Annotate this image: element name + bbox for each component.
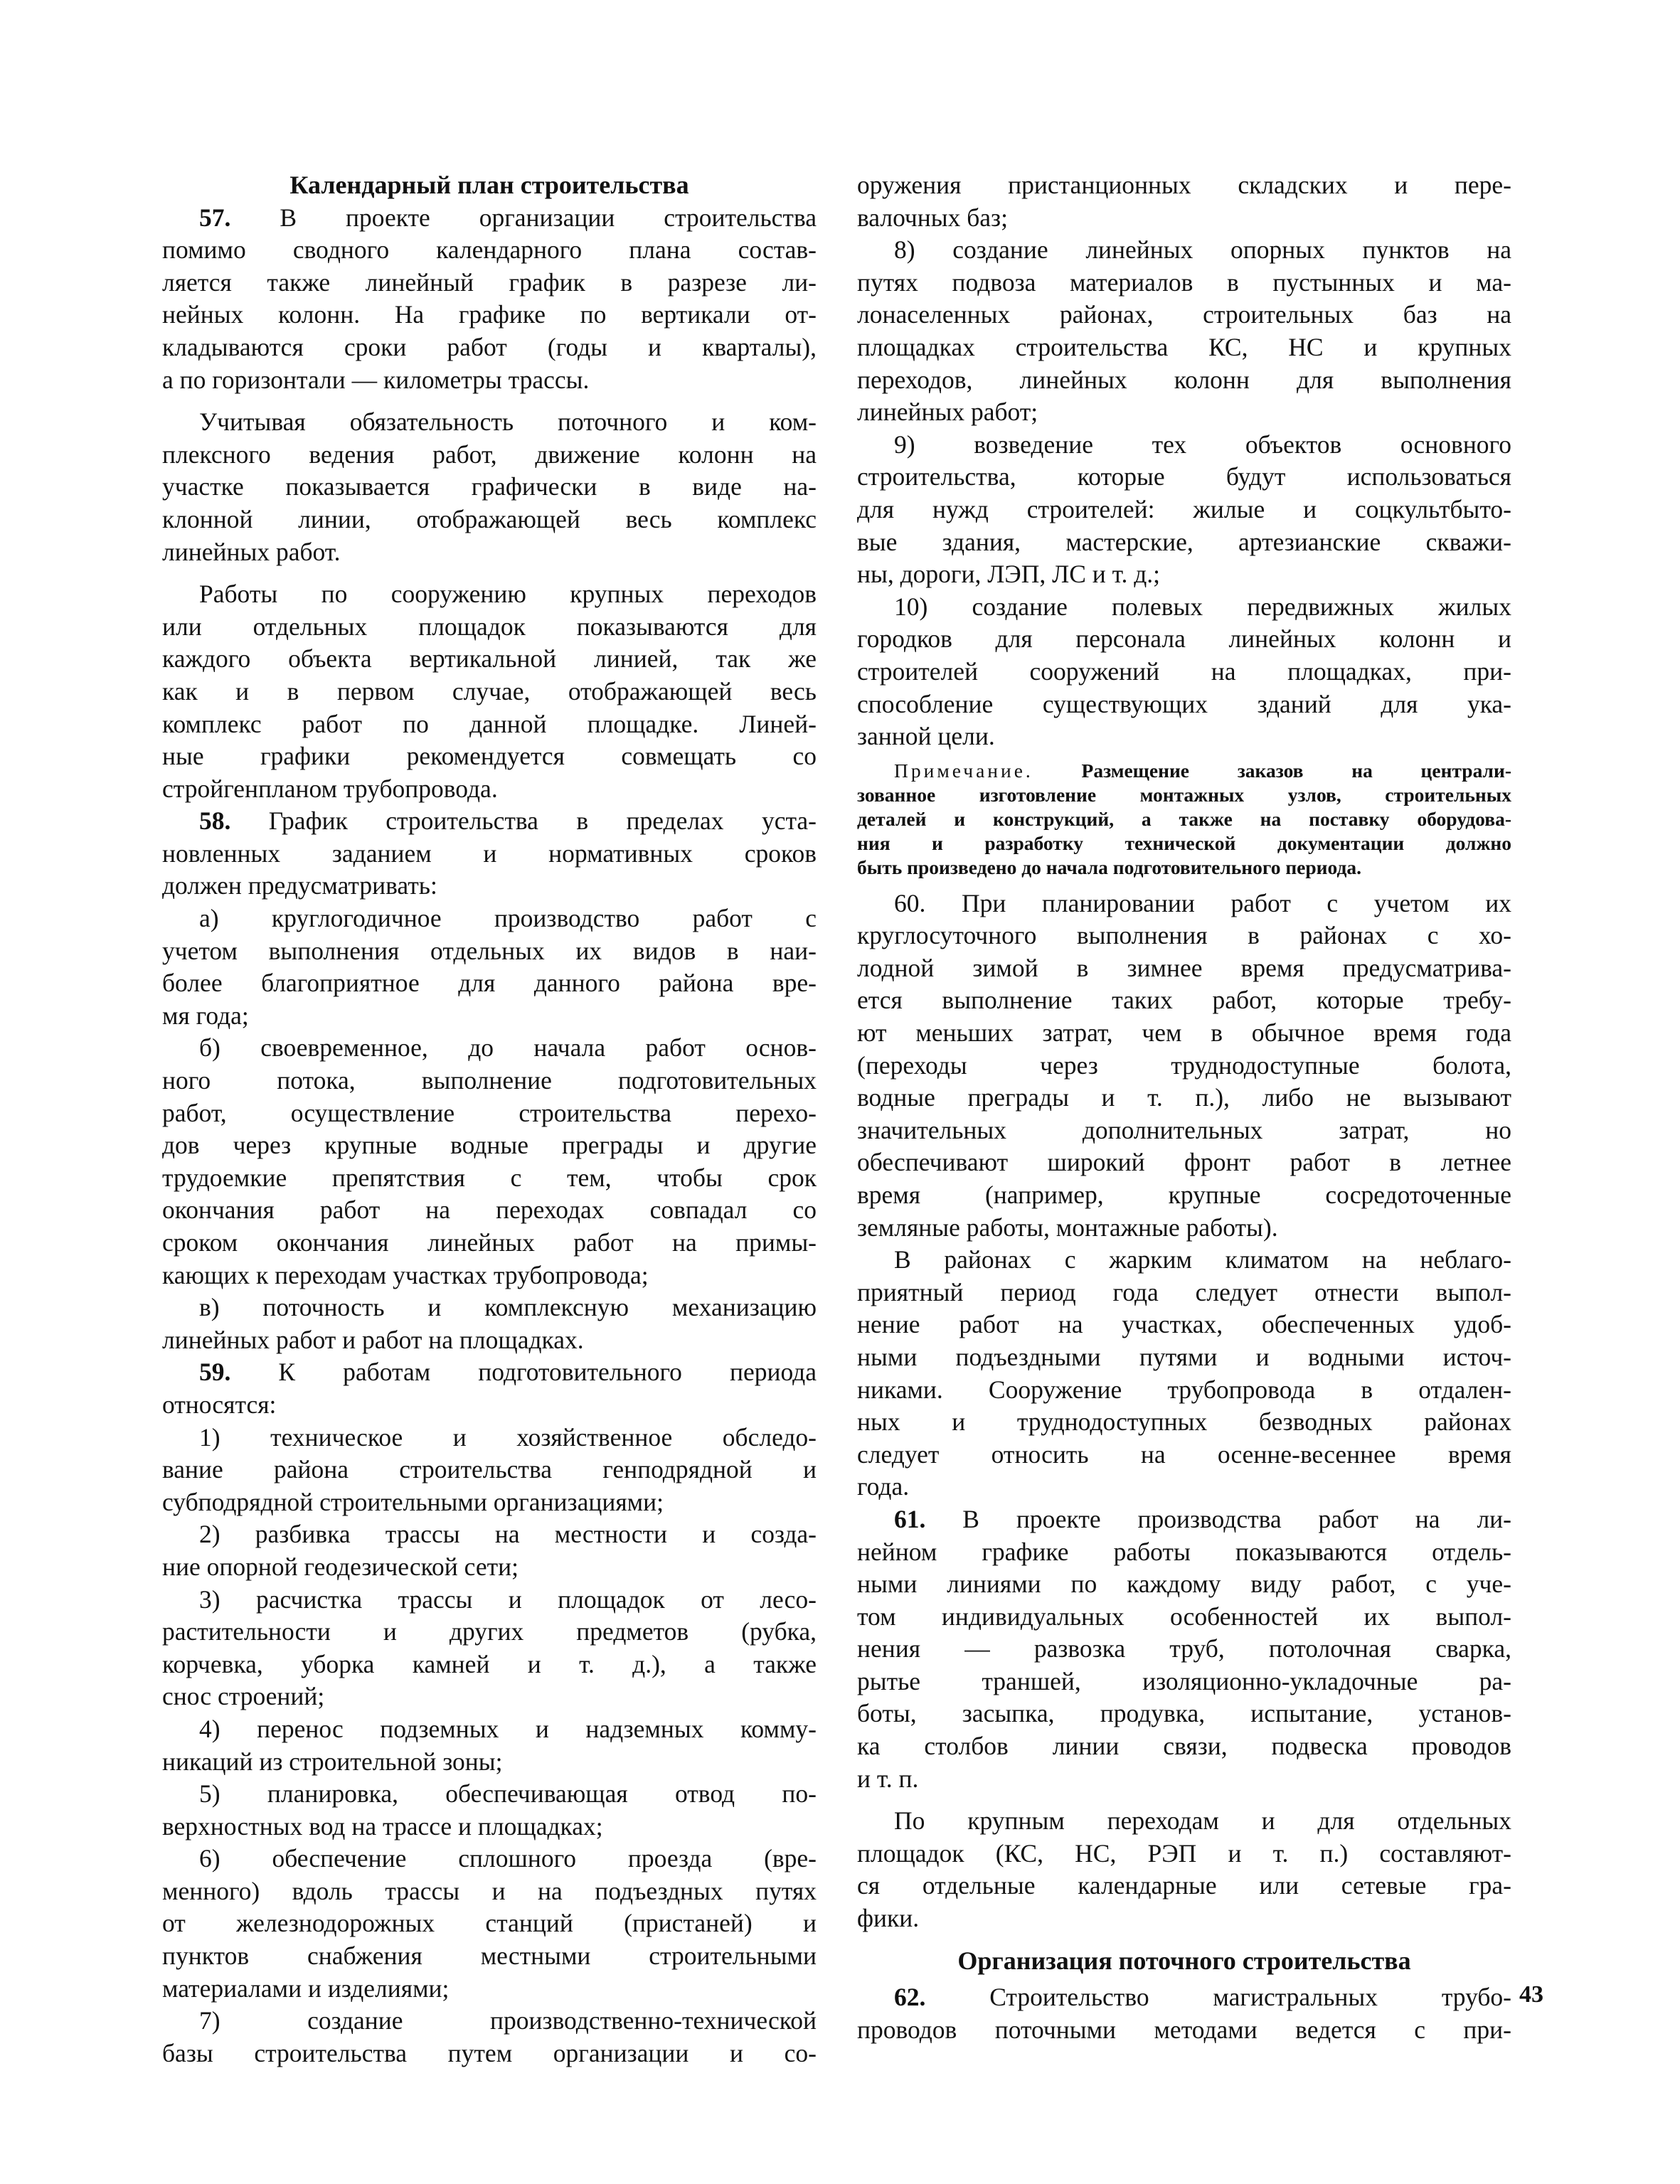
text-line: водные преграды и т. п.), либо не вызывают [857, 1083, 1511, 1112]
text-line: 6) обеспечение сплошного проезда (вре- [199, 1844, 817, 1873]
section-heading-flow-construction: Организация поточного строительства [957, 1946, 1411, 1975]
paragraph-59-3 [162, 1584, 817, 1713]
text-line: ные графики рекомендуется совмещать со [162, 742, 817, 771]
text-line: (переходы через труднодоступные болота, [857, 1050, 1511, 1080]
text-line: новленных заданием и нормативных сроков [162, 838, 817, 868]
text-line: вые здания, мастерские, артезианские скважи- [857, 527, 1511, 556]
text-line: растительности и других предметов (рубка, [162, 1617, 817, 1646]
note-label: Примечание. [894, 759, 1033, 782]
right-column [857, 169, 1511, 2046]
text-line: верхностных вод на трассе и площадках; [162, 1811, 603, 1841]
text-line: ными линиями по каждому виду работ, с уче- [857, 1570, 1511, 1599]
text-line: значительных дополнительных затрат, но [857, 1115, 1511, 1144]
paragraph-59-2 [162, 1518, 817, 1583]
text-line: способление существующих зданий для ука- [857, 689, 1511, 718]
text-line: рытье траншей, изоляционно-укладочные ра- [857, 1666, 1511, 1695]
text-line: комплекс работ по данной площадке. Линей- [162, 709, 817, 738]
text-line: 8) создание линейных опорных пунктов на [894, 235, 1511, 265]
paragraph-number: 57. [199, 203, 231, 232]
text-line: плексного ведения работ, движение колонн на [162, 440, 817, 469]
text-line: строителей сооружений на площадках, при- [857, 656, 1511, 686]
text-line: В районах с жарким климатом на неблаго- [894, 1245, 1511, 1274]
paragraph-58b [162, 1032, 817, 1291]
text-line: субподрядной строительными организациями; [162, 1487, 664, 1516]
text-line: переходов, линейных колонн для выполнения [857, 365, 1511, 394]
text-line: каждого объекта вертикальной линией, так же [162, 644, 817, 673]
paragraph-57 [162, 202, 817, 397]
text-line: линейных работ и работ на площадках. [162, 1325, 584, 1354]
text-line: ными подъездными путями и водными источ- [857, 1342, 1511, 1371]
text-line: ется выполнение таких работ, которые требу- [857, 986, 1511, 1015]
text-line: должен предусматривать: [162, 871, 437, 900]
text-line: 57. В проекте организации строительства [199, 203, 817, 232]
text-line: помимо сводного календарного плана состав- [162, 235, 817, 265]
text-line: лодной зимой в зимнее время предусматрива- [857, 953, 1511, 982]
section-heading-calendar-plan: Календарный план строительства [289, 171, 689, 199]
text-line: кающих к переходам участках трубопровода; [162, 1260, 649, 1289]
paragraph-number: 61. [894, 1504, 926, 1533]
text-line: следует относить на осенне-весеннее время [857, 1439, 1511, 1469]
text-line: лонаселенных районах, строительных баз на [857, 300, 1511, 329]
text-line: в) поточность и комплексную механизацию [199, 1293, 817, 1322]
text-line: линейных работ. [162, 537, 341, 566]
paragraph-58a [162, 902, 817, 1032]
text-line: Учитывая обязательность поточного и ком- [199, 407, 817, 437]
text-line: Работы по сооружению крупных переходов [199, 580, 817, 609]
paragraph-62 [857, 1981, 1511, 2046]
text-line: 10) создание полевых передвижных жилых [894, 592, 1511, 621]
text-line: пунктов снабжения местными строительными [162, 1941, 817, 1971]
text-line: снос строений; [162, 1682, 325, 1711]
text-line: вание района строительства генподрядной и [162, 1455, 817, 1484]
text-line: и т. п. [857, 1764, 919, 1793]
text-line: занной цели. [857, 722, 995, 751]
text-line: 62. Строительство магистральных трубо- [894, 1983, 1511, 2012]
text-line: кладываются сроки работ (годы и кварталы), [162, 332, 817, 361]
text-line: боты, засыпка, продувка, испытание, установ- [857, 1699, 1511, 1728]
text-line: 59. К работам подготовительного периода [199, 1358, 817, 1387]
text-line: относятся: [162, 1390, 277, 1419]
text-line: ние опорной геодезической сети; [162, 1552, 519, 1581]
page-number: 43 [1519, 1981, 1543, 2008]
paragraph-57b [162, 406, 817, 568]
text-line: участке показывается графически в виде на- [162, 472, 817, 501]
text-line: путях подвоза материалов в пустынных и ма- [857, 267, 1511, 297]
text-line: время (например, крупные сосредоточенные [857, 1180, 1511, 1209]
text-line: городков для персонала линейных колонн и [857, 624, 1511, 654]
text-line: года. [857, 1472, 910, 1501]
text-line: ляется также линейный график в разрезе ли- [162, 267, 817, 297]
text-line: менного) вдоль трассы и на подъездных путях [162, 1876, 817, 1905]
text-line: нение работ на участках, обеспеченных удоб- [857, 1310, 1511, 1339]
text-line: 61. В проекте производства работ на ли- [894, 1504, 1511, 1533]
text-line: более благоприятное для данного района вре- [162, 969, 817, 998]
text-line: 2) разбивка трассы на местности и созда- [199, 1520, 817, 1549]
paragraph-57c [162, 578, 817, 805]
text-line: ют меньших затрат, чем в обычное время года [857, 1018, 1511, 1047]
text-line: деталей и конструкций, а также на поставку оборудова- [857, 808, 1511, 831]
paragraph-59-7 [162, 2005, 817, 2070]
paragraph-58c [162, 1291, 817, 1356]
text-line: ка столбов линии связи, подвеска проводов [857, 1732, 1511, 1761]
text-line: 4) перенос подземных и надземных комму- [199, 1714, 817, 1743]
text-line: ся отдельные календарные или сетевые гра- [857, 1871, 1511, 1900]
text-line: нейных колонн. На графике по вертикали от- [162, 300, 817, 329]
paragraph-number: 58. [199, 806, 231, 836]
paragraph-59-1 [162, 1422, 817, 1519]
text-line: работ, осуществление строительства перехо- [162, 1098, 817, 1127]
paragraph-59-5 [162, 1778, 817, 1843]
paragraph-59-6 [162, 1843, 817, 2005]
text-line: строительства, которые будут использоваться [857, 462, 1511, 491]
text-line: учетом выполнения отдельных их видов в наи- [162, 936, 817, 965]
paragraph-59 [162, 1356, 817, 1421]
paragraph-61 [857, 1503, 1511, 1795]
text-line: стройгенпланом трубопровода. [162, 774, 498, 803]
paragraph-59-9 [857, 429, 1511, 591]
text-line: 1) техническое и хозяйственное обследо- [199, 1422, 817, 1451]
text-line: никами. Сооружение трубопровода в отдален- [857, 1375, 1511, 1404]
text-line: быть произведено до начала подготовительного периода. [857, 856, 1361, 879]
text-line: корчевка, уборка камней и т. д.), а также [162, 1649, 817, 1678]
text-line: зованное изготовление монтажных узлов, строительных [857, 783, 1511, 806]
left-column [162, 169, 817, 2070]
text-line: базы строительства путем организации и со- [162, 2038, 817, 2067]
text-line: По крупным переходам и для отдельных [894, 1806, 1511, 1836]
paragraph-61b [857, 1805, 1511, 1934]
text-line: как и в первом случае, отображающей весь [162, 676, 817, 705]
text-line: клонной линии, отображающей весь комплекс [162, 504, 817, 533]
text-line: ны, дороги, ЛЭП, ЛС и т. д.; [857, 560, 1161, 589]
text-line: линейных работ; [857, 398, 1038, 427]
paragraph-59-4 [162, 1713, 817, 1778]
text-line: 60. При планировании работ с учетом их [894, 888, 1511, 917]
text-line: нения — развозка труб, потолочная сварка, [857, 1634, 1511, 1663]
text-line: материалами и изделиями; [162, 1973, 450, 2003]
paragraph-number: 62. [894, 1983, 926, 2012]
paragraph-60b [857, 1244, 1511, 1503]
text-line: трудоемкие препятствия с тем, чтобы срок [162, 1163, 817, 1192]
text-line: 58. График строительства в пределах уста- [199, 806, 817, 836]
text-line: мя года; [162, 1001, 249, 1030]
footnote-remark [857, 759, 1511, 880]
text-line: для нужд строителей: жилые и соцкультбыто- [857, 494, 1511, 523]
paragraph-60 [857, 888, 1511, 1245]
text-line: дов через крупные водные преграды и другие [162, 1131, 817, 1160]
text-line: от железнодорожных станций (пристаней) и [162, 1909, 817, 1938]
text-line: 9) возведение тех объектов основного [894, 430, 1511, 459]
text-line: б) своевременное, до начала работ основ- [199, 1033, 817, 1062]
text-line: фики. [857, 1904, 920, 1933]
text-line: окончания работ на переходах совпадал со [162, 1195, 817, 1225]
text-line: сроком окончания линейных работ на примы- [162, 1228, 817, 1257]
text-line: том индивидуальных особенностей их выпол- [857, 1602, 1511, 1631]
text-line: валочных баз; [857, 203, 1008, 232]
text-line: проводов поточными методами ведется с при- [857, 2015, 1511, 2044]
text-line: 3) расчистка трассы и площадок от лесо- [199, 1584, 817, 1614]
text-line: ния и разработку технической документации должно [857, 832, 1511, 855]
text-line: ных и труднодоступных безводных районах [857, 1407, 1511, 1437]
paragraph-58 [162, 805, 817, 902]
text-line: никаций из строительной зоны; [162, 1747, 503, 1776]
text-line: нейном графике работы показываются отдель- [857, 1537, 1511, 1566]
text-line: Примечание. Размещение заказов на централи- [894, 759, 1511, 782]
text-line: 5) планировка, обеспечивающая отвод по- [199, 1779, 817, 1809]
text-line: а) круглогодичное производство работ с [199, 904, 817, 933]
text-line: земляные работы, монтажные работы). [857, 1213, 1278, 1242]
text-line: или отдельных площадок показываются для [162, 612, 817, 641]
text-line: площадок (КС, НС, РЭП и т. п.) составляют- [857, 1838, 1511, 1868]
paragraph-number: 59. [199, 1358, 231, 1387]
text-line: площадках строительства КС, НС и крупных [857, 332, 1511, 361]
text-line: 7) создание производственно-технической [199, 2006, 817, 2035]
text-line: оружения пристанционных складских и пере- [857, 171, 1511, 199]
paragraph-59-7-continued [857, 169, 1511, 234]
text-line: приятный период года следует отнести выпол- [857, 1277, 1511, 1306]
text-line: а по горизонтали — километры трассы. [162, 365, 590, 394]
text-line: ного потока, выполнение подготовительных [162, 1066, 817, 1095]
paragraph-59-10 [857, 591, 1511, 753]
text-line: круглосуточного выполнения в районах с хо- [857, 921, 1511, 950]
text-line: обеспечивают широкий фронт работ в летнее [857, 1148, 1511, 1177]
paragraph-59-8 [857, 234, 1511, 429]
